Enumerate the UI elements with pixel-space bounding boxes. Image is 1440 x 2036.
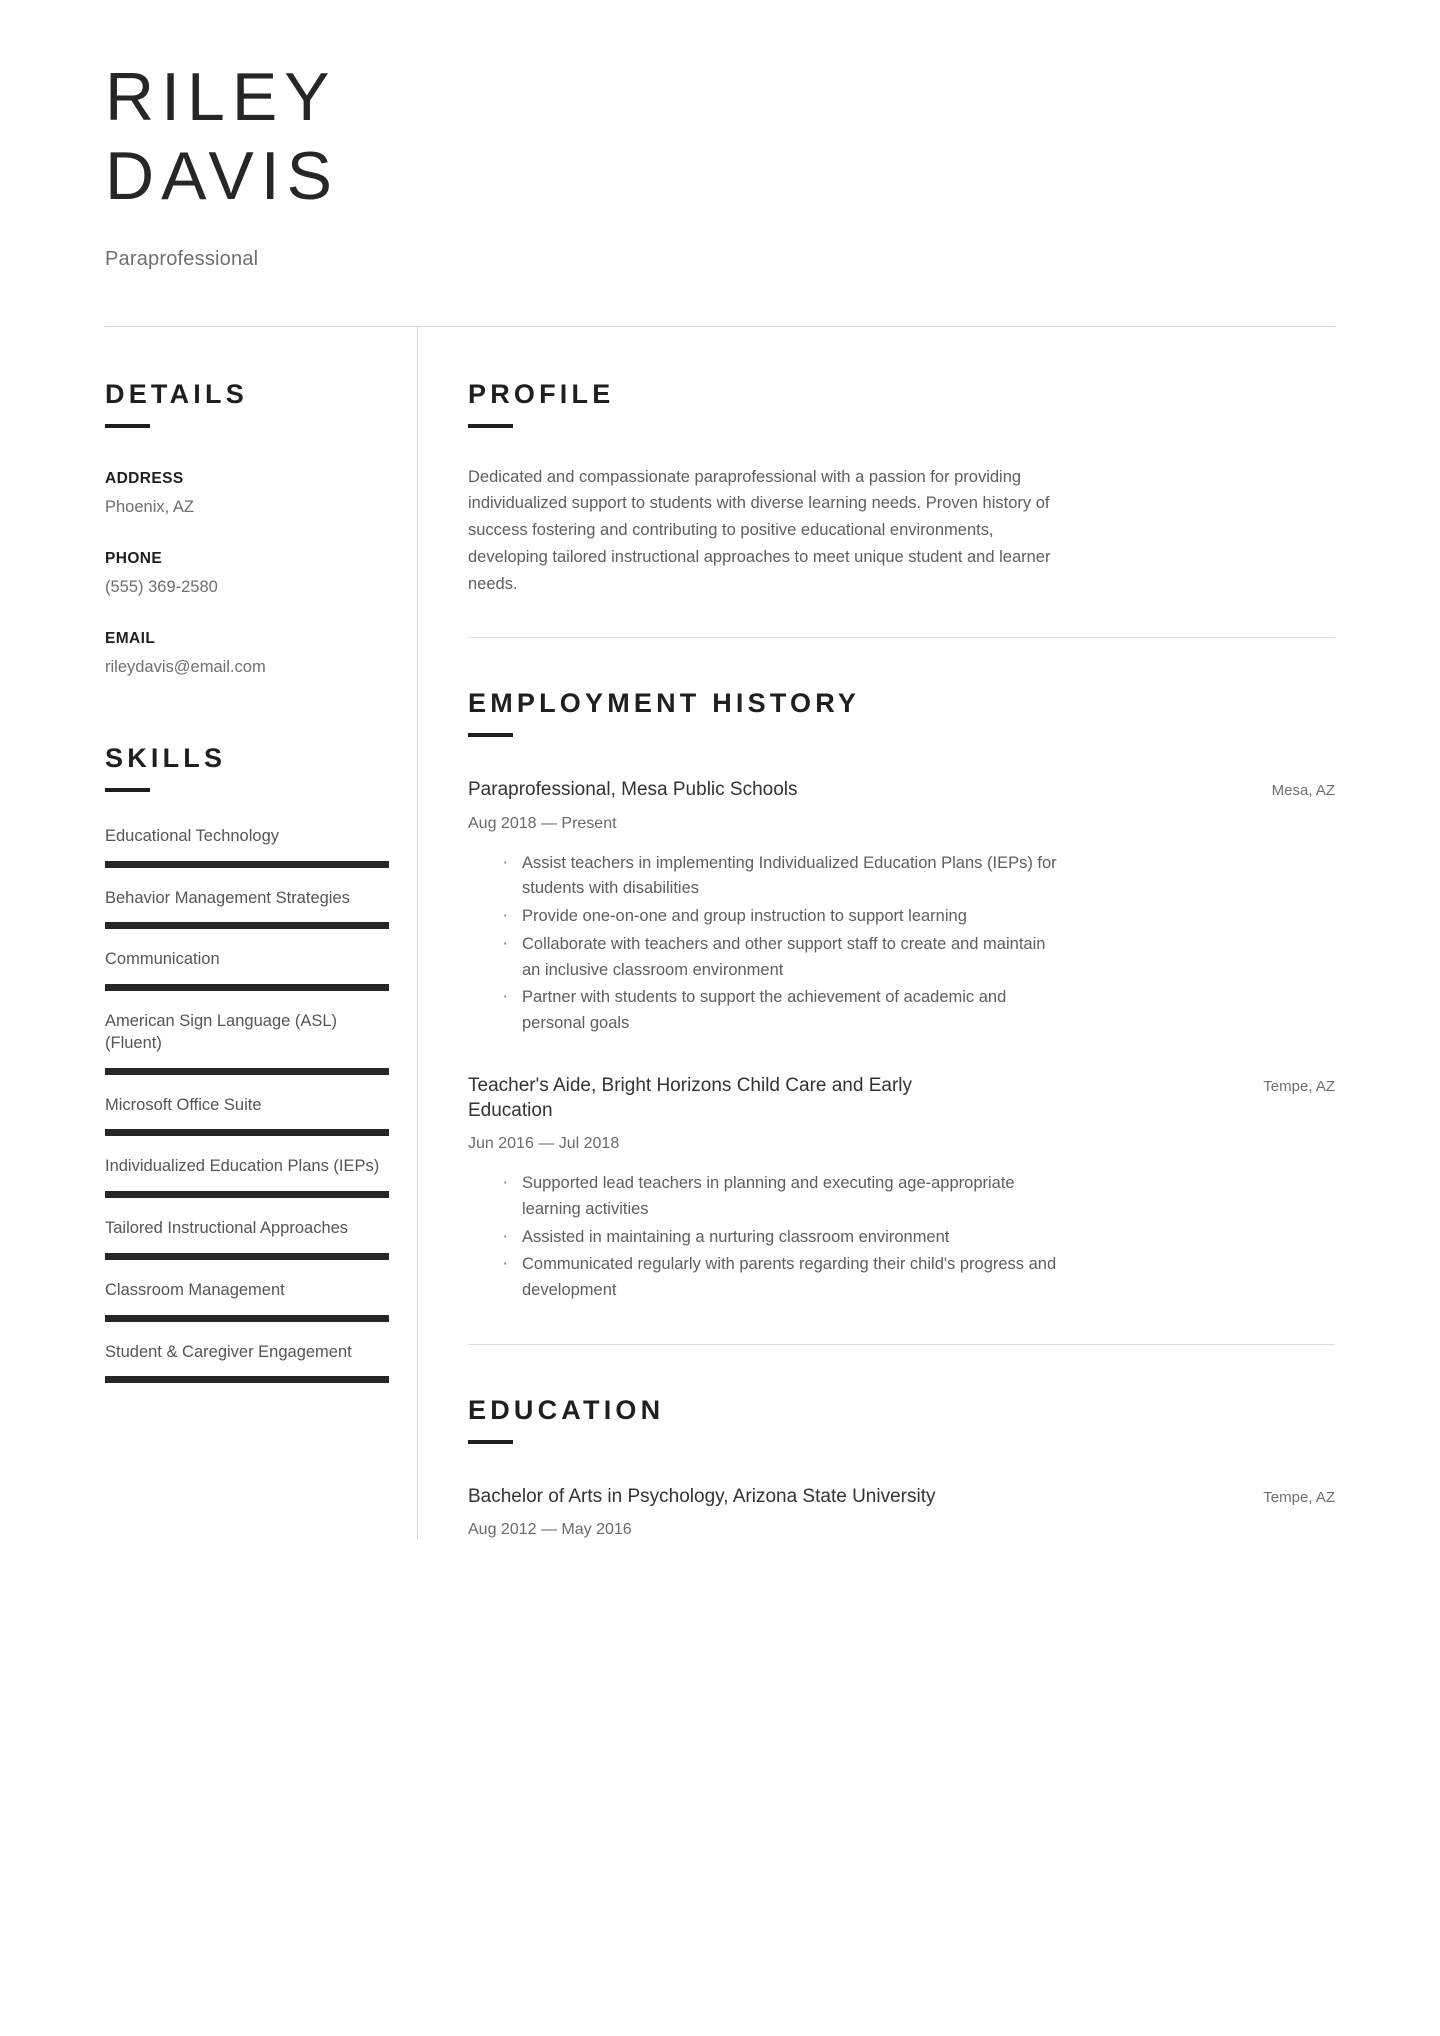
employment-section <box>468 688 1335 1345</box>
skill-item <box>105 1095 389 1137</box>
skill-list <box>105 826 389 1384</box>
list-item: · Communicated regularly with parents regarding their child's progress and development <box>502 1252 1062 1303</box>
detail-label: ADDRESS <box>105 469 184 487</box>
entry-location: Tempe, AZ <box>1263 1488 1335 1506</box>
entry-title: Paraprofessional, Mesa Public Schools <box>468 779 798 801</box>
skill-level-track <box>105 1068 389 1075</box>
entry-title: Bachelor of Arts in Psychology, Arizona State University <box>468 1485 936 1507</box>
entry-location: Tempe, AZ <box>1263 1077 1335 1095</box>
education-heading: EDUCATION <box>468 1394 665 1425</box>
main-content <box>418 327 1335 1539</box>
profile-divider <box>468 637 1335 638</box>
details-heading: DETAILS <box>105 378 248 409</box>
skill-item <box>105 1342 389 1384</box>
profile-heading: PROFILE <box>468 378 615 409</box>
skill-name: Microsoft Office Suite <box>105 1095 262 1114</box>
entry-dates: Jun 2016 — Jul 2018 <box>468 1135 620 1153</box>
skill-level-track <box>105 1191 389 1198</box>
skills-section <box>105 743 389 1384</box>
list-item: · Collaborate with teachers and other support staff to create and maintain an inclusive classroom environment <box>502 932 1062 983</box>
list-item: · Provide one-on-one and group instruction to support learning <box>502 904 1062 930</box>
list-item: · Assist teachers in implementing Individualized Education Plans (IEPs) for students with disabilities <box>502 851 1062 902</box>
skill-level-track <box>105 861 389 868</box>
last-name: DAVIS <box>105 137 340 214</box>
details-section <box>105 379 389 677</box>
skill-level-fill <box>105 1376 389 1383</box>
skill-level-fill <box>105 1191 389 1198</box>
skill-item <box>105 826 389 868</box>
details-heading-underline <box>105 424 150 428</box>
employment-divider <box>468 1344 1335 1345</box>
list-item: · Supported lead teachers in planning and executing age-appropriate learning activities <box>502 1171 1062 1222</box>
skill-level-fill <box>105 861 389 868</box>
detail-value: (555) 369-2580 <box>105 577 218 596</box>
employment-entry <box>468 777 1335 1036</box>
detail-phone <box>105 550 389 597</box>
skill-item <box>105 1011 389 1075</box>
skill-item <box>105 888 389 930</box>
page-title <box>105 58 525 216</box>
entry-dates: Aug 2018 — Present <box>468 814 617 832</box>
detail-email <box>105 630 389 677</box>
skill-level-fill <box>105 1253 389 1260</box>
job-title-subtitle: Paraprofessional <box>105 247 259 270</box>
resume-header <box>105 0 1335 327</box>
detail-value: rileydavis@email.com <box>105 657 266 676</box>
profile-text: Dedicated and compassionate paraprofessional with a passion for providing individualized support to students with diverse learning needs. Proven history of success fostering and contributing to positive educational environments, developing tailored instructional approaches to meet unique student and learner needs. <box>468 467 1051 593</box>
skill-name: Tailored Instructional Approaches <box>105 1219 349 1238</box>
profile-section <box>468 379 1335 639</box>
entry-dates: Aug 2012 — May 2016 <box>468 1521 632 1539</box>
education-heading-underline <box>468 1440 513 1444</box>
profile-heading-underline <box>468 424 513 428</box>
skill-item <box>105 1218 389 1260</box>
skill-name: Communication <box>105 950 220 969</box>
skill-level-track <box>105 1315 389 1322</box>
skill-level-track <box>105 1129 389 1136</box>
skill-name: Individualized Education Plans (IEPs) <box>105 1157 380 1176</box>
detail-address <box>105 470 389 517</box>
skill-item <box>105 1280 389 1322</box>
resume-body <box>105 327 1335 1539</box>
skill-name: Educational Technology <box>105 826 279 845</box>
list-item: · Partner with students to support the achievement of academic and personal goals <box>502 985 1062 1036</box>
skill-level-fill <box>105 984 389 991</box>
employment-heading-underline <box>468 733 513 737</box>
education-entry <box>468 1484 1335 1539</box>
detail-label: EMAIL <box>105 629 156 647</box>
skill-name: Classroom Management <box>105 1280 285 1299</box>
entry-bullets <box>468 851 1335 1037</box>
skill-level-track <box>105 922 389 929</box>
skill-name: Behavior Management Strategies <box>105 888 350 907</box>
skill-level-track <box>105 1376 389 1383</box>
employment-entry <box>468 1073 1335 1304</box>
skills-heading: SKILLS <box>105 742 227 773</box>
education-section <box>468 1395 1335 1539</box>
skill-item <box>105 949 389 991</box>
skill-level-track <box>105 984 389 991</box>
skill-level-track <box>105 1253 389 1260</box>
sidebar <box>105 327 417 1539</box>
skills-heading-underline <box>105 788 150 792</box>
skill-item <box>105 1156 389 1198</box>
skill-level-fill <box>105 1068 389 1075</box>
first-name: RILEY <box>105 59 337 135</box>
skill-level-fill <box>105 922 389 929</box>
detail-label: PHONE <box>105 549 163 567</box>
detail-value: Phoenix, AZ <box>105 497 194 516</box>
list-item: · Assisted in maintaining a nurturing classroom environment <box>502 1225 1062 1251</box>
skill-name: Student & Caregiver Engagement <box>105 1342 352 1361</box>
entry-location: Mesa, AZ <box>1271 782 1335 800</box>
skill-level-fill <box>105 1129 389 1136</box>
employment-heading: EMPLOYMENT HISTORY <box>468 688 861 719</box>
skill-name: American Sign Language (ASL) (Fluent) <box>105 1012 338 1052</box>
skill-level-fill <box>105 1315 389 1322</box>
entry-bullets <box>468 1171 1335 1304</box>
entry-title: Teacher's Aide, Bright Horizons Child Care and Early Education <box>468 1074 913 1122</box>
